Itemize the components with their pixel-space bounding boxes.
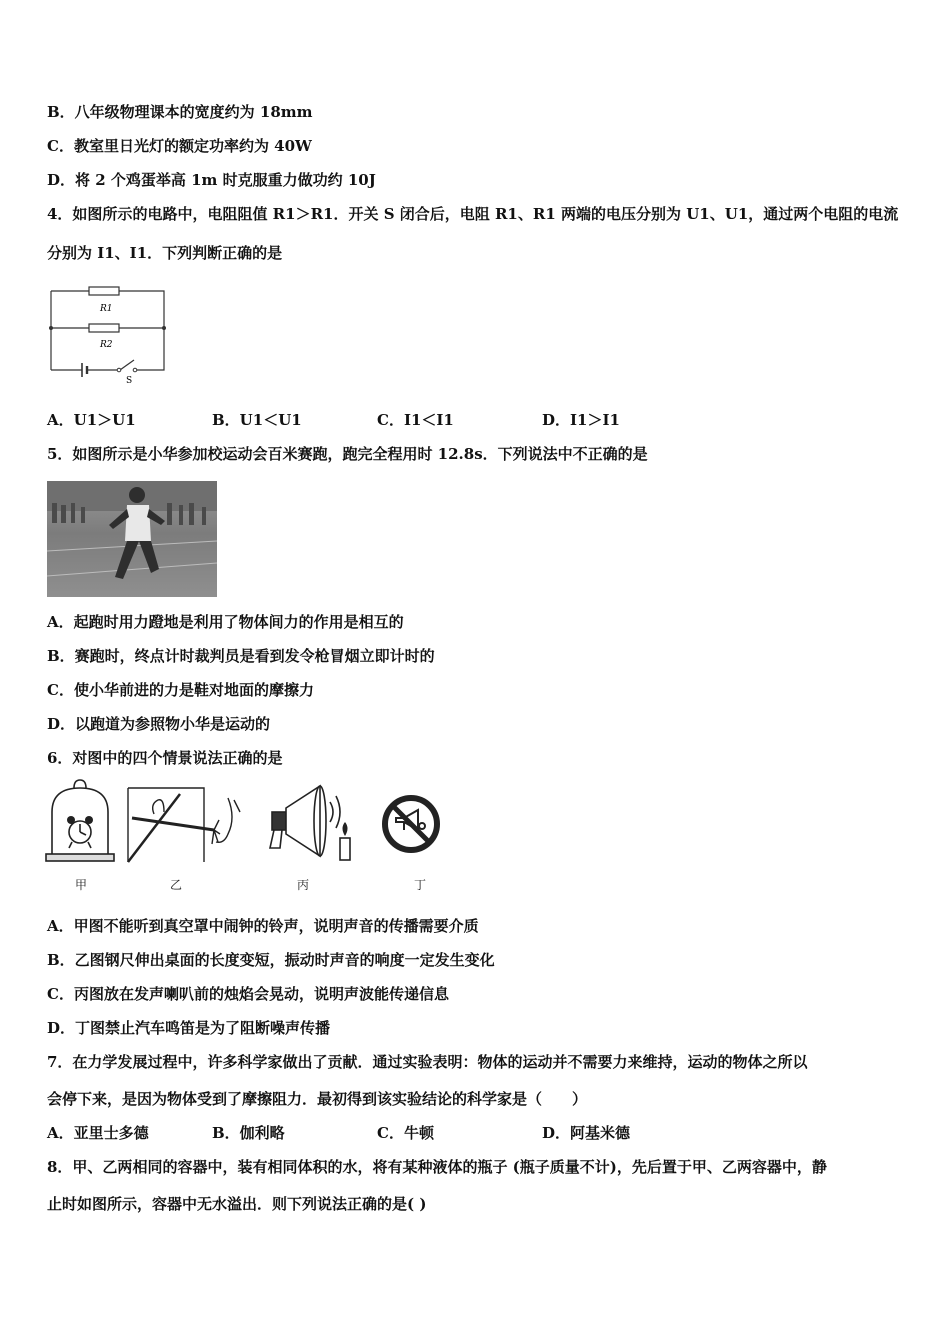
q6-option-d: D．丁图禁止汽车鸣笛是为了阻断噪声传播 <box>47 1019 331 1037</box>
q8-stem-line-1: 8．甲、乙两相同的容器中，装有相同体积的水，将有某种液体的瓶子 (瓶子质量不计)，先后置于甲、乙两容器中，静 <box>47 1158 827 1176</box>
q3-option-d: D．将 2 个鸡蛋举高 1m 时克服重力做功约 10J <box>47 171 376 189</box>
speaker-horn <box>286 786 320 856</box>
q4-stem-line-2: 分别为 I1、I1．下列判断正确的是 <box>47 244 283 262</box>
q7-option-b: B．伽利略 <box>212 1124 285 1142</box>
caption-jia: 甲 <box>75 878 88 892</box>
q4-option-d: D．I1＞I1 <box>542 411 620 429</box>
switch-lever <box>120 360 134 370</box>
q6-option-b: B．乙图钢尺伸出桌面的长度变短，振动时声音的响度一定发生变化 <box>47 951 495 969</box>
resistor-r2 <box>89 324 119 332</box>
q6-option-c: C．丙图放在发声喇叭前的烛焰会晃动，说明声波能传递信息 <box>47 985 449 1003</box>
q6-stem: 6．对图中的四个情景说法正确的是 <box>47 749 283 767</box>
q5-stem: 5．如图所示是小华参加校运动会百米赛跑，跑完全程用时 12.8s．下列说法中不正确的是 <box>47 445 648 463</box>
q7-stem-line-2: 会停下来，是因为物体受到了摩擦阻力．最初得到该实验结论的科学家是（ ） <box>47 1090 588 1108</box>
q4-circuit-diagram <box>46 283 176 388</box>
q5-option-a: A．起跑时用力蹬地是利用了物体间力的作用是相互的 <box>47 613 404 631</box>
q5-option-b: B．赛跑时，终点计时裁判员是看到发令枪冒烟立即计时的 <box>47 647 435 665</box>
q4-stem-line-1: 4．如图所示的电路中，电阻阻值 R1＞R1．开关 S 闭合后，电阻 R1、R1 两端的电压分别为 U1、U1，通过两个电阻的电流 <box>47 205 899 223</box>
candle-flame <box>343 822 348 836</box>
caption-bing: 丙 <box>297 878 310 892</box>
steel-ruler <box>132 818 214 830</box>
ruler-on-table-figure <box>124 778 244 866</box>
bell-jar-alarm-clock-figure <box>44 778 116 866</box>
caption-yi: 乙 <box>170 878 183 892</box>
q3-option-c: C．教室里日光灯的额定功率约为 40W <box>47 137 312 155</box>
q7-option-a: A．亚里士多德 <box>47 1124 149 1142</box>
q7-stem-line-1: 7．在力学发展过程中，许多科学家做出了贡献．通过实验表明：物体的运动并不需要力来维持，运动的物体之所以 <box>47 1053 808 1071</box>
caption-ding: 丁 <box>414 878 427 892</box>
q7-option-c: C．牛顿 <box>377 1124 434 1142</box>
speaker-candle-figure <box>264 778 359 866</box>
q6-option-a: A．甲图不能听到真空罩中闹钟的铃声，说明声音的传播需要介质 <box>47 917 479 935</box>
label-r2: R2 <box>100 340 113 350</box>
label-s: S <box>126 376 133 386</box>
q5-option-c: C．使小华前进的力是鞋对地面的摩擦力 <box>47 681 314 699</box>
no-horn-sign-figure <box>380 780 442 862</box>
q5-race-photo <box>47 481 217 597</box>
q4-option-a: A．U1＞U1 <box>47 411 136 429</box>
table-edge <box>128 788 204 862</box>
q4-option-c: C．I1＜I1 <box>377 411 454 429</box>
candle <box>340 838 350 860</box>
q8-stem-line-2: 止时如图所示，容器中无水溢出．则下列说法正确的是( ) <box>47 1195 427 1213</box>
label-r1: R1 <box>100 304 113 314</box>
q5-option-d: D．以跑道为参照物小华是运动的 <box>47 715 271 733</box>
q3-option-b: B．八年级物理课本的宽度约为 18mm <box>47 103 313 121</box>
resistor-r1 <box>89 287 119 295</box>
q7-option-d: D．阿基米德 <box>542 1124 631 1142</box>
hand-left <box>153 800 164 814</box>
q4-option-b: B．U1＜U1 <box>212 411 302 429</box>
